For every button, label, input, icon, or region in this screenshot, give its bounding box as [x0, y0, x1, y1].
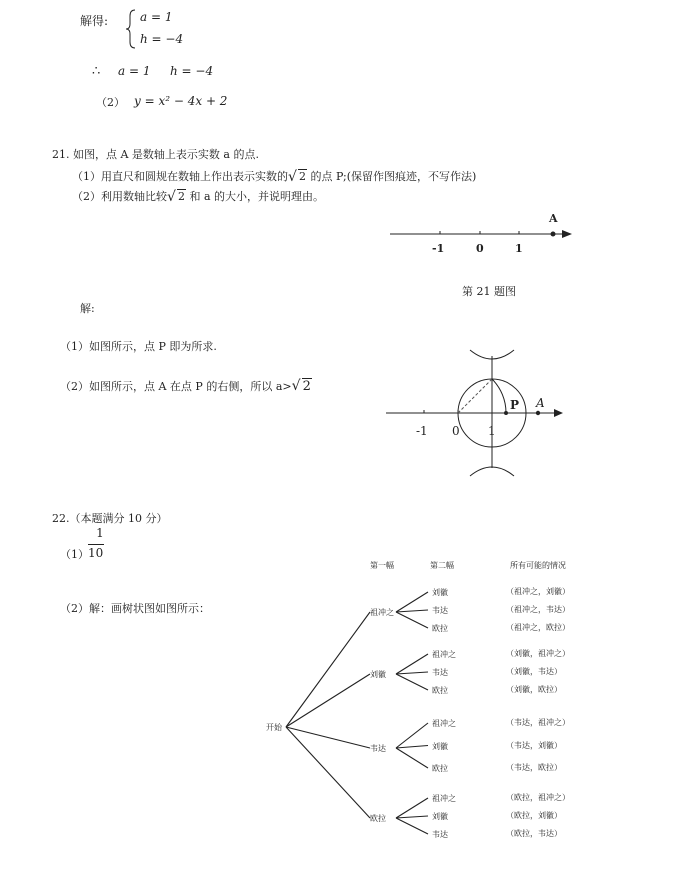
q22-part2: （2）解：画树状图如图所示： [60, 602, 210, 615]
tree-header-first: 第一幅 [370, 561, 394, 570]
tree-outcome: （韦达，刘徽） [506, 740, 562, 750]
sqrt-symbol: √ 2 [167, 190, 186, 203]
q22-stem: 22.（本题满分 10 分） [52, 512, 168, 525]
tree-outcome: （欧拉，刘徽） [506, 811, 562, 820]
figure-caption: 第 21 题图 [462, 285, 516, 298]
system-eq-a: a = 1 [140, 10, 173, 24]
tree-edge [286, 674, 370, 727]
tree-edge [396, 816, 428, 818]
tree-edge [396, 592, 428, 612]
tree-edge [396, 746, 428, 749]
tree-edge [396, 674, 428, 690]
tree-edge [396, 748, 428, 768]
axis-tick-label: 1 [515, 242, 523, 255]
q21-stem: 21. 如图，点 A 是数轴上表示实数 a 的点. [52, 148, 259, 161]
tree-node-first: 祖冲之 [370, 608, 394, 617]
tree-edge [396, 612, 428, 628]
tree-outcome: （刘徽，祖冲之） [506, 649, 570, 658]
axis-tick-label: 0 [476, 242, 484, 255]
q21-solution-label: 解: [80, 302, 95, 315]
tree-edge [396, 672, 428, 674]
q21-solution-2-text: （2）如图所示，点 A 在点 P 的右侧，所以 a> [60, 380, 292, 393]
tree-node-second: 祖冲之 [432, 650, 456, 659]
q22-part1-label: （1） [60, 548, 89, 561]
fig2-point-a-label: A [536, 396, 545, 410]
tree-outcome: （祖冲之，刘徽） [506, 587, 570, 596]
tree-node-second: 刘徽 [432, 741, 448, 751]
tree-edge [286, 612, 370, 727]
sqrt-symbol: √ 2 [292, 379, 312, 394]
tree-outcome: （刘徽，韦达） [506, 667, 562, 676]
tree-node-second: 欧拉 [432, 624, 448, 633]
solve-label: 解得: [80, 14, 109, 28]
tree-edge [396, 610, 428, 612]
fraction-denominator: 10 [88, 546, 104, 560]
system-eq-h: h = −4 [140, 32, 184, 46]
answer-a: a = 1 [118, 64, 151, 78]
tree-outcome: （欧拉，祖冲之） [506, 793, 570, 802]
q20-part2-label: （2） [96, 96, 125, 109]
answer-h: h = −4 [170, 64, 214, 78]
fig2-tick-label: -1 [416, 424, 428, 438]
tree-node-second: 欧拉 [432, 686, 448, 695]
therefore-symbol: ∴ [92, 64, 101, 79]
point-a-label: A [549, 212, 558, 225]
tree-edge [396, 798, 428, 818]
fig2-tick-label: 1 [488, 424, 496, 438]
tree-outcome: （祖冲之，欧拉） [506, 623, 570, 632]
fig2-tick-label: 0 [452, 424, 460, 438]
q21-part1-text-b: 的点 P;(保留作图痕迹，不写作法) [310, 170, 477, 183]
tree-outcome: （欧拉，韦达） [506, 829, 562, 838]
q21-solution-1: （1）如图所示，点 P 即为所求. [60, 340, 217, 353]
q21-part2-text-a: （2）利用数轴比较 [72, 190, 167, 203]
tree-edge [396, 723, 428, 748]
tree-header-outcomes: 所有可能的情况 [510, 561, 566, 570]
tree-node-second: 韦达 [432, 830, 448, 839]
sqrt-symbol: √ 2 [288, 170, 307, 183]
axis-tick-label: -1 [432, 242, 445, 255]
tree-edge [396, 654, 428, 674]
tree-header-second: 第二幅 [430, 561, 454, 570]
tree-node-second: 韦达 [432, 606, 448, 615]
q20-part2-equation: y = x² − 4x + 2 [134, 94, 228, 108]
tree-edge [286, 727, 370, 818]
tree-node-second: 刘徽 [432, 588, 448, 597]
tree-outcome: （韦达，欧拉） [506, 763, 562, 772]
q21-part2-text-b: 和 a 的大小，并说明理由。 [189, 190, 325, 203]
tree-node-second: 祖冲之 [432, 794, 456, 803]
tree-node-second: 欧拉 [432, 764, 448, 773]
tree-edge [396, 818, 428, 834]
tree-node-second: 祖冲之 [432, 719, 456, 728]
tree-outcome: （刘徽，欧拉） [506, 685, 562, 694]
q21-part1-text-a: （1）用直尺和圆规在数轴上作出表示实数的 [72, 170, 288, 183]
tree-node-first: 欧拉 [370, 814, 386, 823]
tree-node-second: 韦达 [432, 668, 448, 677]
tree-edge [286, 727, 370, 748]
tree-node-first: 韦达 [370, 744, 386, 753]
tree-outcome: （祖冲之，韦达） [506, 605, 570, 614]
tree-root: 开始 [266, 723, 282, 732]
tree-outcome: （韦达，祖冲之） [506, 718, 570, 727]
tree-node-first: 刘徽 [370, 670, 386, 679]
fraction-numerator: 1 [96, 526, 104, 540]
tree-node-second: 刘徽 [432, 812, 448, 821]
fig2-point-p-label: P [510, 398, 520, 412]
